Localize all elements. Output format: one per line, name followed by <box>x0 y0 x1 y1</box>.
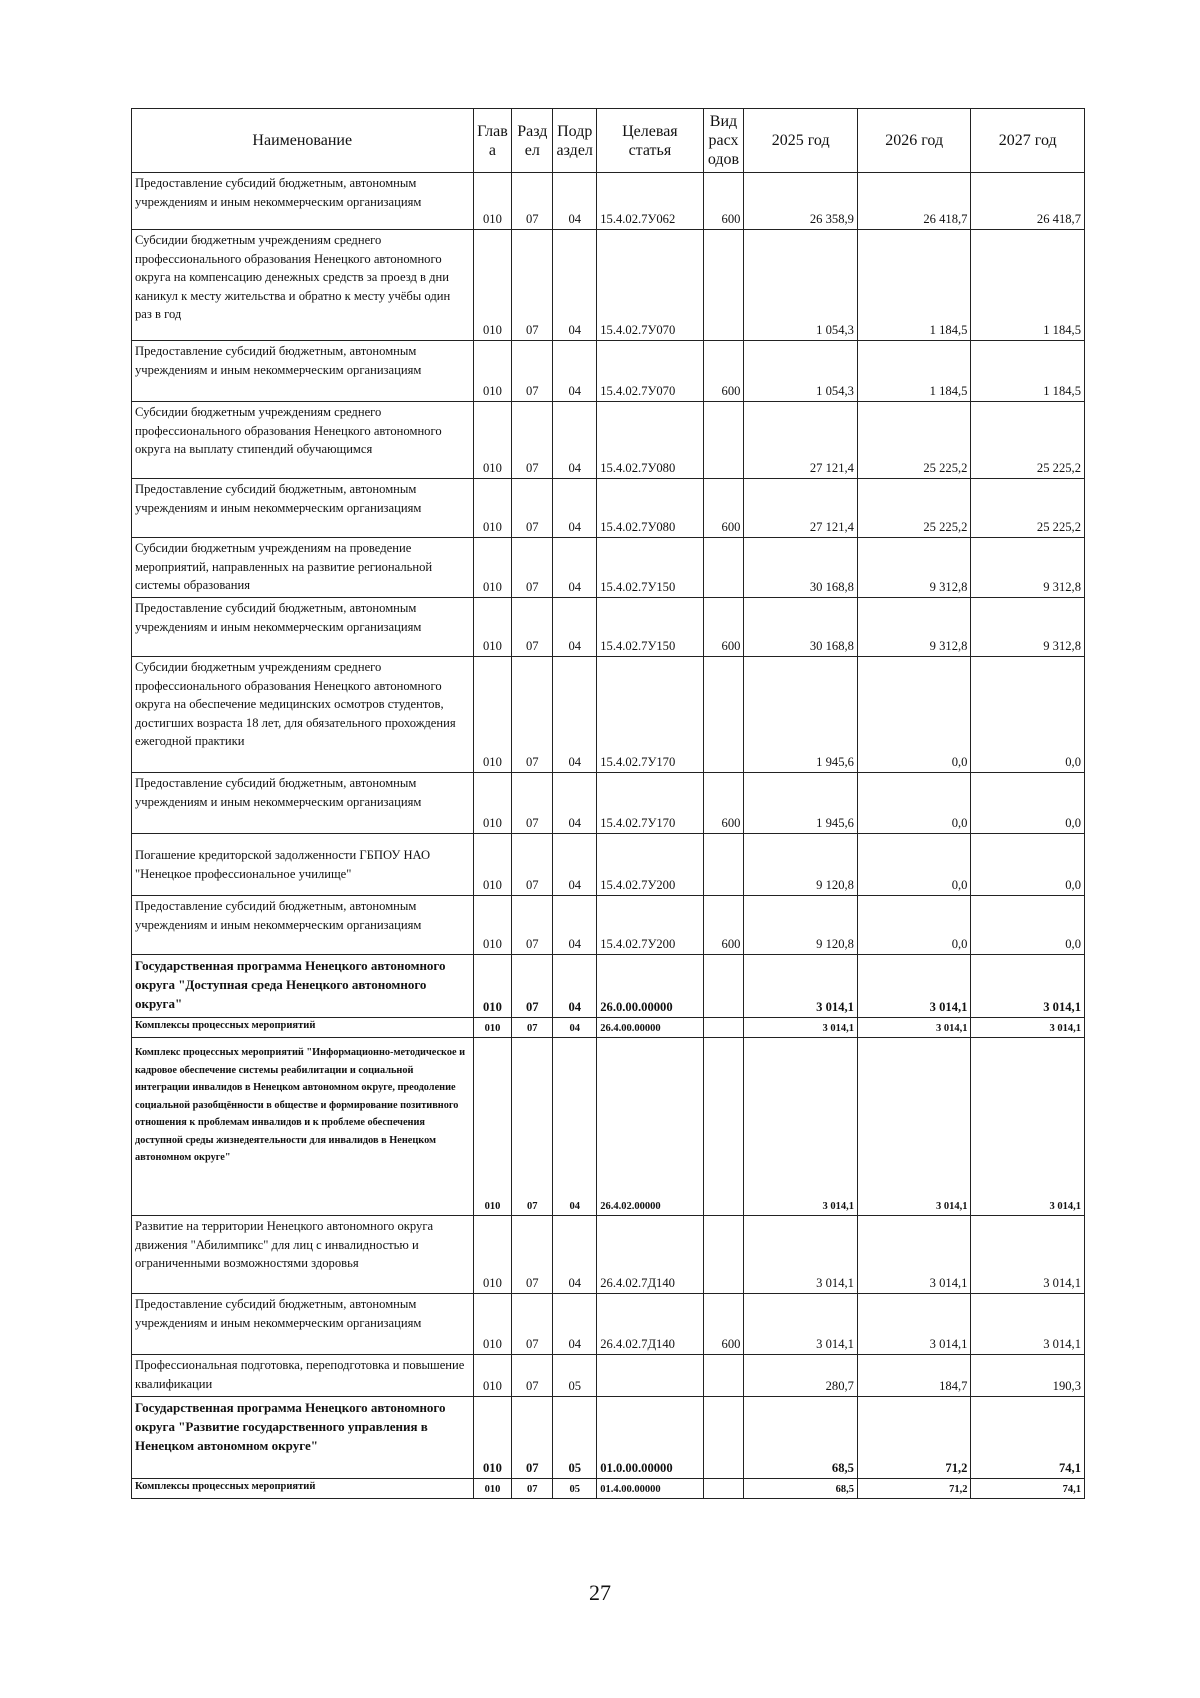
row-glava: 010 <box>473 834 512 896</box>
table-row <box>132 1216 1085 1294</box>
row-vid <box>703 402 744 479</box>
row-target: 26.0.00.00000 <box>597 955 703 1018</box>
row-podrazdel: 04 <box>553 896 597 955</box>
row-target: 15.4.02.7У170 <box>597 657 703 773</box>
row-vid: 600 <box>703 341 744 402</box>
row-name: Государственная программа Ненецкого автономного округа "Развитие государственного управления в Ненецком автономном округе" <box>132 1397 474 1479</box>
row-target: 15.4.02.7У070 <box>597 230 703 341</box>
header-podrazdel: Подр аздел <box>553 109 597 173</box>
row-2027: 3 014,1 <box>971 1018 1085 1038</box>
row-glava: 010 <box>473 173 512 230</box>
row-razdel: 07 <box>512 402 553 479</box>
row-2025: 1 054,3 <box>744 230 858 341</box>
row-glava: 010 <box>473 479 512 538</box>
row-2025: 280,7 <box>744 1355 858 1397</box>
row-podrazdel: 04 <box>553 1216 597 1294</box>
row-name: Предоставление субсидий бюджетным, автономным учреждениям и иным некоммерческим организациям <box>132 1294 474 1355</box>
row-name: Комплексы процессных мероприятий <box>132 1018 474 1038</box>
row-name: Предоставление субсидий бюджетным, автономным учреждениям и иным некоммерческим организациям <box>132 896 474 955</box>
row-2027: 3 014,1 <box>971 1216 1085 1294</box>
row-vid <box>703 834 744 896</box>
table-row <box>132 1038 1085 1216</box>
row-glava: 010 <box>473 230 512 341</box>
row-razdel: 07 <box>512 955 553 1018</box>
row-target: 15.4.02.7У170 <box>597 773 703 834</box>
row-vid: 600 <box>703 479 744 538</box>
row-target: 26.4.02.7Д140 <box>597 1294 703 1355</box>
row-razdel: 07 <box>512 1479 553 1499</box>
row-razdel: 07 <box>512 479 553 538</box>
table-row <box>132 341 1085 402</box>
row-podrazdel: 04 <box>553 341 597 402</box>
row-2027: 3 014,1 <box>971 955 1085 1018</box>
row-2027: 190,3 <box>971 1355 1085 1397</box>
row-2025: 26 358,9 <box>744 173 858 230</box>
row-2026: 25 225,2 <box>857 402 971 479</box>
row-podrazdel: 04 <box>553 955 597 1018</box>
row-razdel: 07 <box>512 773 553 834</box>
table-row <box>132 538 1085 598</box>
row-target: 15.4.02.7У062 <box>597 173 703 230</box>
row-2026: 71,2 <box>857 1397 971 1479</box>
row-name: Комплексы процессных мероприятий <box>132 1479 474 1499</box>
row-name: Субсидии бюджетным учреждениям среднего профессионального образования Ненецкого автономного округа на обеспечение медицинских осмотров студентов, достигших возраста 18 лет, для обязательного прохождения ежегодной практики <box>132 657 474 773</box>
row-2026: 0,0 <box>857 896 971 955</box>
row-glava: 010 <box>473 1355 512 1397</box>
row-2026: 0,0 <box>857 773 971 834</box>
row-glava: 010 <box>473 1397 512 1479</box>
row-vid: 600 <box>703 598 744 657</box>
row-name: Субсидии бюджетным учреждениям среднего профессионального образования Ненецкого автономного округа на компенсацию денежных средств за проезд в дни каникул к месту жительства и обратно к месту учёбы один раз в год <box>132 230 474 341</box>
row-name: Предоставление субсидий бюджетным, автономным учреждениям и иным некоммерческим организациям <box>132 173 474 230</box>
row-2025: 68,5 <box>744 1479 858 1499</box>
row-2025: 1 945,6 <box>744 773 858 834</box>
table-row <box>132 230 1085 341</box>
row-2025: 9 120,8 <box>744 896 858 955</box>
row-name: Профессиональная подготовка, переподготовка и повышение квалификации <box>132 1355 474 1397</box>
header-2026: 2026 год <box>857 109 971 173</box>
row-target <box>597 1355 703 1397</box>
row-podrazdel: 04 <box>553 230 597 341</box>
row-glava: 010 <box>473 1018 512 1038</box>
row-glava: 010 <box>473 657 512 773</box>
row-2027: 0,0 <box>971 834 1085 896</box>
row-podrazdel: 04 <box>553 538 597 598</box>
row-vid <box>703 230 744 341</box>
row-2026: 3 014,1 <box>857 1216 971 1294</box>
row-glava: 010 <box>473 341 512 402</box>
row-glava: 010 <box>473 773 512 834</box>
row-2026: 0,0 <box>857 657 971 773</box>
row-glava: 010 <box>473 1038 512 1216</box>
row-target: 15.4.02.7У150 <box>597 598 703 657</box>
row-2027: 1 184,5 <box>971 230 1085 341</box>
row-vid <box>703 1038 744 1216</box>
table-row <box>132 1479 1085 1499</box>
row-2025: 30 168,8 <box>744 538 858 598</box>
row-2025: 27 121,4 <box>744 479 858 538</box>
row-target: 26.4.00.00000 <box>597 1018 703 1038</box>
row-2027: 3 014,1 <box>971 1038 1085 1216</box>
row-2025: 3 014,1 <box>744 1216 858 1294</box>
page-number: 27 <box>589 1580 611 1605</box>
row-2025: 27 121,4 <box>744 402 858 479</box>
row-target: 15.4.02.7У080 <box>597 402 703 479</box>
table-row <box>132 173 1085 230</box>
row-razdel: 07 <box>512 1397 553 1479</box>
row-2025: 3 014,1 <box>744 1018 858 1038</box>
row-podrazdel: 05 <box>553 1397 597 1479</box>
row-2025: 68,5 <box>744 1397 858 1479</box>
header-razdel: Разд ел <box>512 109 553 173</box>
row-2026: 1 184,5 <box>857 341 971 402</box>
table-row <box>132 1018 1085 1038</box>
row-2027: 0,0 <box>971 896 1085 955</box>
header-vid: Вид расх одов <box>703 109 744 173</box>
row-vid <box>703 1479 744 1499</box>
row-vid: 600 <box>703 173 744 230</box>
row-glava: 010 <box>473 598 512 657</box>
row-2025: 1 054,3 <box>744 341 858 402</box>
row-vid <box>703 1355 744 1397</box>
row-2026: 25 225,2 <box>857 479 971 538</box>
table-header <box>132 109 1085 173</box>
row-2026: 3 014,1 <box>857 1038 971 1216</box>
row-name: Комплекс процессных мероприятий "Информационно-методическое и кадровое обеспечение системы реабилитации и социальной интеграции инвалидов в Ненецком автономном округе, преодоление социальной разобщённости в обществе и формирование позитивного отношения к проблемам инвалидов и к проблеме обеспечения доступной среды жизнедеятельности для инвалидов в Ненецком автономном округе" <box>132 1038 474 1216</box>
row-2027: 74,1 <box>971 1479 1085 1499</box>
row-podrazdel: 04 <box>553 1018 597 1038</box>
row-glava: 010 <box>473 955 512 1018</box>
row-target: 26.4.02.7Д140 <box>597 1216 703 1294</box>
row-2027: 9 312,8 <box>971 538 1085 598</box>
row-podrazdel: 04 <box>553 173 597 230</box>
row-razdel: 07 <box>512 1038 553 1216</box>
row-podrazdel: 04 <box>553 479 597 538</box>
row-name: Предоставление субсидий бюджетным, автономным учреждениям и иным некоммерческим организациям <box>132 479 474 538</box>
row-target: 15.4.02.7У200 <box>597 896 703 955</box>
row-vid: 600 <box>703 1294 744 1355</box>
row-2027: 25 225,2 <box>971 402 1085 479</box>
row-glava: 010 <box>473 538 512 598</box>
row-name: Субсидии бюджетным учреждениям среднего профессионального образования Ненецкого автономного округа на выплату стипендий обучающимся <box>132 402 474 479</box>
row-podrazdel: 04 <box>553 657 597 773</box>
table-row <box>132 402 1085 479</box>
table-row <box>132 955 1085 1018</box>
row-2026: 3 014,1 <box>857 1294 971 1355</box>
row-2026: 1 184,5 <box>857 230 971 341</box>
row-razdel: 07 <box>512 1294 553 1355</box>
row-glava: 010 <box>473 1216 512 1294</box>
row-2025: 30 168,8 <box>744 598 858 657</box>
row-podrazdel: 05 <box>553 1355 597 1397</box>
budget-table <box>131 108 1085 1499</box>
table-row <box>132 657 1085 773</box>
row-podrazdel: 04 <box>553 402 597 479</box>
table-row <box>132 834 1085 896</box>
row-target: 15.4.02.7У200 <box>597 834 703 896</box>
row-2026: 71,2 <box>857 1479 971 1499</box>
row-vid <box>703 1397 744 1479</box>
table-row <box>132 896 1085 955</box>
row-2027: 74,1 <box>971 1397 1085 1479</box>
table-row <box>132 479 1085 538</box>
row-razdel: 07 <box>512 1018 553 1038</box>
row-name: Предоставление субсидий бюджетным, автономным учреждениям и иным некоммерческим организациям <box>132 773 474 834</box>
row-vid <box>703 955 744 1018</box>
row-2027: 9 312,8 <box>971 598 1085 657</box>
row-2026: 3 014,1 <box>857 955 971 1018</box>
table-row <box>132 1397 1085 1479</box>
row-2027: 0,0 <box>971 657 1085 773</box>
row-2025: 1 945,6 <box>744 657 858 773</box>
row-vid <box>703 1216 744 1294</box>
row-vid <box>703 538 744 598</box>
row-2026: 184,7 <box>857 1355 971 1397</box>
row-podrazdel: 05 <box>553 1479 597 1499</box>
row-razdel: 07 <box>512 1355 553 1397</box>
row-2026: 26 418,7 <box>857 173 971 230</box>
row-vid <box>703 657 744 773</box>
row-razdel: 07 <box>512 896 553 955</box>
table-row <box>132 598 1085 657</box>
header-glava: Глав а <box>473 109 512 173</box>
row-target: 15.4.02.7У070 <box>597 341 703 402</box>
header-name: Наименование <box>132 109 474 173</box>
row-vid <box>703 1018 744 1038</box>
table-row <box>132 773 1085 834</box>
row-name: Погашение кредиторской задолженности ГБПОУ НАО "Ненецкое профессиональное училище" <box>132 834 474 896</box>
row-name: Предоставление субсидий бюджетным, автономным учреждениям и иным некоммерческим организациям <box>132 598 474 657</box>
row-razdel: 07 <box>512 834 553 896</box>
row-target: 15.4.02.7У080 <box>597 479 703 538</box>
row-2027: 0,0 <box>971 773 1085 834</box>
row-razdel: 07 <box>512 341 553 402</box>
row-2027: 26 418,7 <box>971 173 1085 230</box>
row-2025: 9 120,8 <box>744 834 858 896</box>
row-razdel: 07 <box>512 1216 553 1294</box>
budget-document <box>131 108 1085 1499</box>
header-2025: 2025 год <box>744 109 858 173</box>
row-podrazdel: 04 <box>553 834 597 896</box>
header-2027: 2027 год <box>971 109 1085 173</box>
row-target: 01.4.00.00000 <box>597 1479 703 1499</box>
row-2027: 3 014,1 <box>971 1294 1085 1355</box>
row-2025: 3 014,1 <box>744 1038 858 1216</box>
row-razdel: 07 <box>512 173 553 230</box>
row-2026: 0,0 <box>857 834 971 896</box>
row-glava: 010 <box>473 1479 512 1499</box>
row-name: Государственная программа Ненецкого автономного округа "Доступная среда Ненецкого автономного округа" <box>132 955 474 1018</box>
row-podrazdel: 04 <box>553 1038 597 1216</box>
row-podrazdel: 04 <box>553 598 597 657</box>
row-vid: 600 <box>703 896 744 955</box>
row-razdel: 07 <box>512 598 553 657</box>
row-podrazdel: 04 <box>553 773 597 834</box>
row-podrazdel: 04 <box>553 1294 597 1355</box>
header-target: Целевая статья <box>597 109 703 173</box>
row-2026: 9 312,8 <box>857 598 971 657</box>
row-razdel: 07 <box>512 230 553 341</box>
row-target: 01.0.00.00000 <box>597 1397 703 1479</box>
row-name: Развитие на территории Ненецкого автономного округа движения "Абилимпикс" для лиц с инвалидностью и ограниченными возможностями здоровья <box>132 1216 474 1294</box>
row-name: Предоставление субсидий бюджетным, автономным учреждениям и иным некоммерческим организациям <box>132 341 474 402</box>
table-row <box>132 1355 1085 1397</box>
row-razdel: 07 <box>512 657 553 773</box>
row-2027: 25 225,2 <box>971 479 1085 538</box>
row-2025: 3 014,1 <box>744 955 858 1018</box>
row-2027: 1 184,5 <box>971 341 1085 402</box>
row-target: 15.4.02.7У150 <box>597 538 703 598</box>
row-glava: 010 <box>473 402 512 479</box>
row-2026: 3 014,1 <box>857 1018 971 1038</box>
row-glava: 010 <box>473 1294 512 1355</box>
table-row <box>132 1294 1085 1355</box>
row-glava: 010 <box>473 896 512 955</box>
row-2025: 3 014,1 <box>744 1294 858 1355</box>
row-name: Субсидии бюджетным учреждениям на проведение мероприятий, направленных на развитие региональной системы образования <box>132 538 474 598</box>
row-2026: 9 312,8 <box>857 538 971 598</box>
row-target: 26.4.02.00000 <box>597 1038 703 1216</box>
row-razdel: 07 <box>512 538 553 598</box>
row-vid: 600 <box>703 773 744 834</box>
